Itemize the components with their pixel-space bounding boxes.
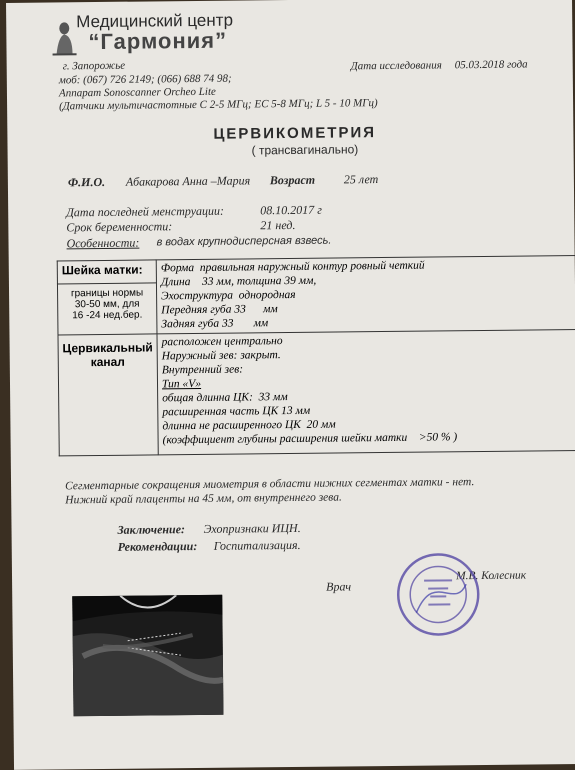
- cervix-label: Шейка матки:: [61, 262, 143, 278]
- stamp-seal: [394, 550, 483, 639]
- canal-dilated-unit: мм: [295, 404, 311, 417]
- document-page: [6, 0, 575, 770]
- cervix-values-cell: [156, 255, 575, 333]
- fio-label: Ф.И.О.: [67, 174, 106, 190]
- canal-label-line-1: Цервикальный: [62, 340, 153, 356]
- doctor-label: Врач: [326, 579, 352, 594]
- canal-label-line-2: канал: [90, 354, 125, 370]
- canal-row-4: Тип «V»: [161, 377, 202, 391]
- doctor-name: М.В. Колесник: [455, 569, 527, 583]
- document-title: ЦЕРВИКОМЕТРИЯ: [213, 124, 377, 143]
- canal-coef-label: (коэффициент глубины расширения шейки матки: [162, 431, 408, 447]
- canal-total-label: общая длинна ЦК:: [162, 391, 253, 405]
- document-subtitle: ( трансвагинально): [251, 142, 359, 158]
- term-value: 21 нед.: [260, 217, 296, 233]
- lmp-value: 08.10.2017 г: [260, 202, 322, 218]
- form-value: правильная наружный контур ровный четкий: [199, 259, 425, 274]
- posterior-label: Задняя губа 33: [161, 317, 234, 331]
- norm-line-2: 30-50 мм, для: [74, 298, 140, 311]
- segment-line: Сегментарные сокращения миометрия в области нижних сегментах матки - нет.: [65, 476, 475, 493]
- notes-label: Особенности:: [66, 235, 140, 251]
- findings-table: [57, 255, 575, 456]
- anterior-unit: мм: [263, 303, 278, 316]
- canal-row-8: [159, 430, 575, 448]
- header-center-line: Медицинский центр: [76, 10, 234, 32]
- term-label: Срок беременности:: [66, 219, 173, 235]
- canal-row-2: Наружный зев: закрыт.: [161, 349, 281, 363]
- header-city: г. Запорожье: [62, 59, 126, 73]
- length-label: Длина: [160, 276, 191, 289]
- header-apparatus: Аппарат Sonoscanner Orcheo Lite: [58, 85, 216, 100]
- recommend-label: Рекомендации:: [117, 538, 198, 554]
- canal-coef-value: >50 % ): [418, 431, 458, 444]
- canal-dilated-label: расширенная часть ЦК 13: [162, 404, 293, 419]
- age-value: 25 лет: [343, 172, 379, 187]
- canal-undilated-label: длинна не расширенного ЦК: [162, 418, 301, 433]
- header-date-label: Дата исследования: [350, 59, 442, 73]
- posterior-unit: мм: [253, 317, 269, 330]
- header-sensors: (Датчики мультичастотные C 2-5 МГц; EC 5-8 МГц; L 5 - 10 МГц): [59, 97, 378, 113]
- lmp-label: Дата последней менструации:: [66, 203, 225, 220]
- header-phones: моб: (067) 726 2149; (066) 688 74 98;: [58, 72, 232, 87]
- notes-value: в водах крупнодисперсная взвесь.: [156, 234, 332, 249]
- canal-undilated-value: 20 мм: [306, 418, 336, 431]
- canal-row-1: расположен центрально: [161, 335, 283, 349]
- anterior-label: Передняя губа 33: [161, 303, 246, 317]
- age-label: Возраст: [269, 172, 316, 188]
- header-date-value: 05.03.2018 года: [454, 58, 528, 72]
- canal-row-3: Внутренний зев:: [161, 363, 244, 377]
- form-label: Форма: [160, 262, 195, 275]
- canal-values-cell: [157, 329, 575, 454]
- canal-total-value: 33 мм: [258, 391, 288, 404]
- echo-value: однородная: [238, 288, 296, 302]
- cervix-label-cell: [57, 260, 156, 284]
- conclusion-label: Заключение:: [117, 522, 186, 537]
- header-center-name: “Гармония”: [88, 27, 228, 55]
- echo-label: Эхоструктура: [161, 289, 234, 303]
- fio-value: Абакарова Анна –Мария: [125, 173, 251, 189]
- length-value: 33 мм, толщина 39 мм,: [201, 274, 317, 288]
- norm-cell: [57, 283, 157, 335]
- logo-icon: [50, 20, 78, 56]
- ultrasound-image: [72, 595, 223, 717]
- placenta-line: Нижний край плаценты на 45 мм, от внутреннего зева.: [65, 491, 342, 507]
- recommend-value: Госпитализация.: [213, 537, 301, 553]
- conclusion-value: Эхопризнаки ИЦН.: [203, 520, 301, 536]
- norm-line-1: границы нормы: [70, 287, 144, 300]
- canal-label-cell: [58, 334, 158, 456]
- norm-line-3: 16 -24 нед.бер.: [72, 309, 143, 322]
